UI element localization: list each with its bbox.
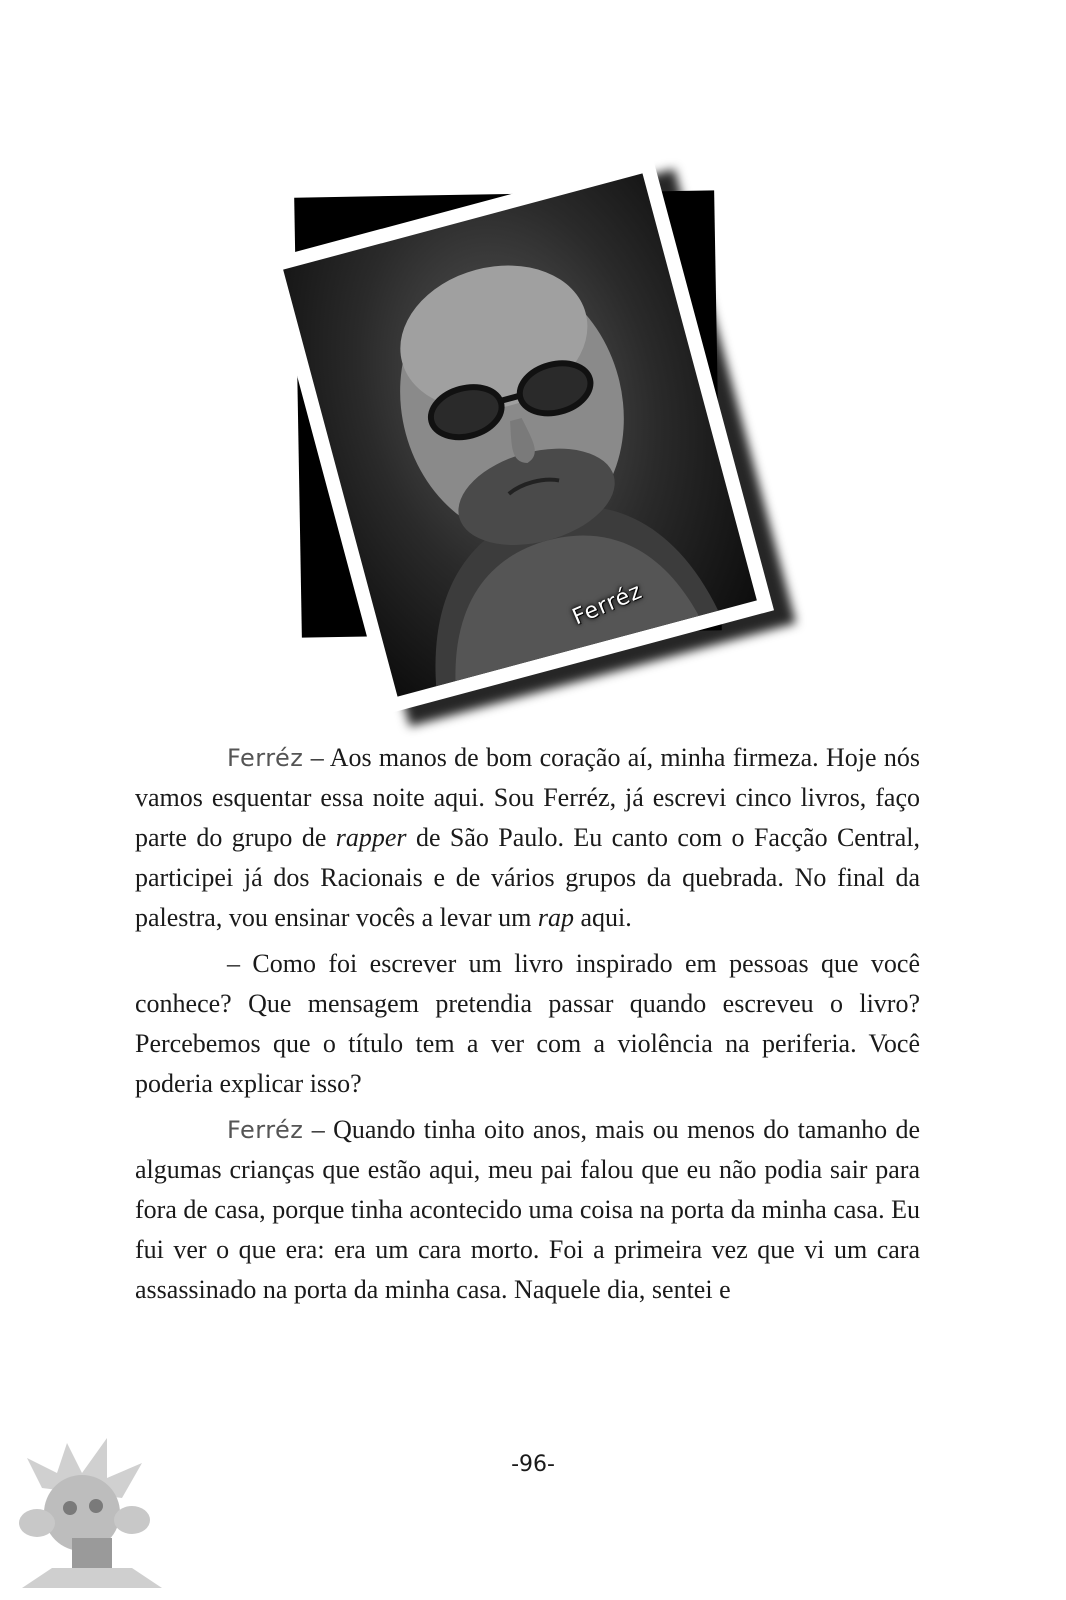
paragraph-text: Aos manos de bom coração aí, minha firmeza. Hoje nós vamos esquentar essa noite aqui. Sou Ferréz, já escrevi cinco livros, faço parte do grupo de [135, 743, 920, 852]
speaker-label: Ferréz [227, 744, 304, 772]
paragraph [135, 738, 920, 938]
paragraph [135, 1110, 920, 1310]
body-text [135, 738, 920, 1316]
speaker-label: Ferréz [227, 1116, 304, 1144]
mascot-logo-icon [12, 1428, 162, 1588]
paragraph-text: – Como foi escrever um livro inspirado em pessoas que você conhece? Que mensagem pretendia passar quando escreveu o livro? Percebemos que o título tem a ver com a violência na periferia. Você poderia explicar isso? [135, 949, 920, 1098]
speaker-separator: – [303, 743, 330, 772]
paragraph-text: de São Paulo. Eu canto com o Facção Central, participei já dos Racionais e de vários grupos da quebrada. No final da palestra, vou ensinar vocês a levar um [135, 823, 920, 932]
paragraph-text: Quando tinha oito anos, mais ou menos do tamanho de algumas crianças que estão aqui, meu pai falou que eu não podia sair para fora de casa, porque tinha acontecido uma coisa na porta da minha casa. Eu fui ver o que era: era um cara morto. Foi a primeira vez que vi um cara assassinado na porta da minha casa. Naquele dia, sentei e [135, 1115, 921, 1304]
speaker-separator: – [303, 1115, 334, 1144]
photo-frame [290, 150, 790, 710]
italic-text: rap [537, 903, 574, 932]
italic-text: rapper [335, 823, 407, 852]
paragraph [135, 944, 920, 1104]
page-number: -96- [511, 1452, 555, 1477]
paragraph-text: aqui. [573, 903, 632, 932]
photo-caption: Ferréz [568, 578, 647, 631]
